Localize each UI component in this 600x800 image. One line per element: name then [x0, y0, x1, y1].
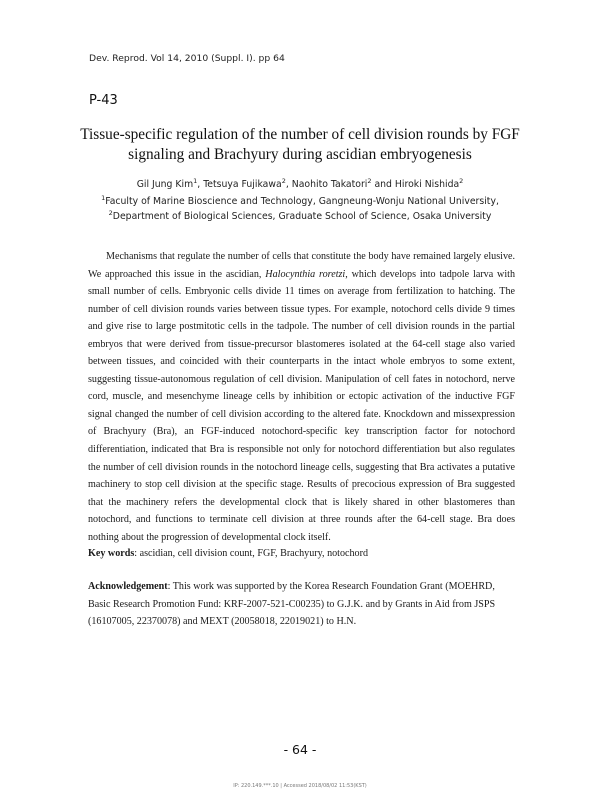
- abstract-text: Mechanisms that regulate the number of cells that constitute the body have remained largely elusive. We approached this issue in the ascidian,: [88, 251, 515, 280]
- species-name: Halocynthia roretzi: [265, 268, 346, 280]
- affiliation-mark: 2: [108, 209, 113, 217]
- affiliation-2: [0, 211, 600, 223]
- keywords-label: Key words: [88, 548, 135, 559]
- access-note: IP: 220.149.***.10 | Accessed 2018/08/02 11:53(KST): [233, 783, 367, 789]
- author-separator: ,: [197, 179, 204, 190]
- affiliation-text: Faculty of Marine Bioscience and Technology, Gangneung-Wonju National University,: [105, 196, 499, 207]
- author-name: Gil Jung Kim: [136, 179, 194, 190]
- acknowledgement-label: Acknowledgement: [88, 581, 168, 592]
- paper-title: Tissue-specific regulation of the number of cell division rounds by FGF signaling and Brachyury during ascidian embryogenesis: [80, 126, 520, 163]
- affiliation-mark: 1: [193, 177, 198, 185]
- abstract-text: , which develops into tadpole larva with small number of cells. Embryonic cells divide 11 times on average from fertilization to hatching. The number of cell division rounds varies between tissue types. For example, notochord cells divide 9 times and give rise to large postmitotic cells in the tadpole. The number of cell division rounds in the partial embryos that were derived from tissue-precursor blastomeres isolated at the 64-cell stage also varied between tissues, and coincided with their counterparts in the intact whole embryos to some extent, suggesting tissue-autonomous regulation of cell division. Manipulation of cell fates in notochord, nerve cord, muscle, and mesenchyme lineage cells by inhibition or ectopic activation of the inductive FGF signal changed the number of cell division according to the altered fate. Knockdown and missexpression of Brachyury (Bra), an FGF-induced notochord-specific key transcription factor for notochord differentiation, indicated that Bra is responsible not only for notochord differentiation but also regulates the number of cell division rounds in the notochord lineage cells, suggesting that Bra activates a putative machinery to stop cell division at the specific stage. Results of precocious expression of Bra suggested that the machinery refers the developmental clock that is likely shared in other blastomeres than notochord, and functions to terminate cell division at three rounds after the 64-cell stage. Bra does nothing about the progression of developmental clock itself.: [88, 268, 515, 543]
- acknowledgement-text: : This work was supported by the Korea Research Foundation Grant (MOEHRD, Basic Research Promotion Fund: KRF-2007-521-C00235) to G.J.K. and by Grants in Aid from JSPS (16107005, 22370078) and MEXT (20058018, 22019021) to H.N.: [88, 581, 496, 627]
- author-list: [0, 179, 600, 191]
- acknowledgement: [88, 578, 518, 631]
- affiliation-text: Department of Biological Sciences, Graduate School of Science, Osaka University: [112, 211, 492, 222]
- affiliation-mark: 1: [101, 194, 106, 202]
- author-name: Naohito Takatori: [291, 179, 368, 190]
- affiliation-mark: 2: [459, 177, 464, 185]
- author-name: Tetsuya Fujikawa: [203, 179, 282, 190]
- keywords: [88, 545, 518, 563]
- abstract-paragraph: [88, 248, 515, 546]
- journal-citation: Dev. Reprod. Vol 14, 2010 (Suppl. I). pp 64: [89, 53, 285, 64]
- keywords-text: : ascidian, cell division count, FGF, Brachyury, notochord: [134, 548, 369, 559]
- affiliation-1: [0, 196, 600, 208]
- author-name: Hiroki Nishida: [394, 179, 460, 190]
- author-separator: and: [371, 179, 395, 190]
- author-separator: ,: [285, 179, 292, 190]
- affiliation-mark: 2: [281, 177, 286, 185]
- affiliation-mark: 2: [367, 177, 372, 185]
- page-number: - 64 -: [283, 742, 317, 757]
- poster-id: P-43: [89, 93, 118, 108]
